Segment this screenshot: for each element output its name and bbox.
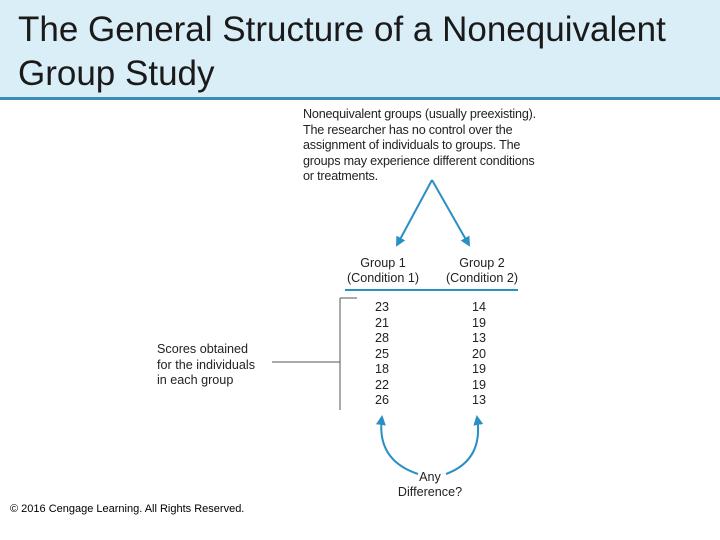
score: 19 (471, 315, 486, 330)
group-1-label: Group 1 (Condition 1) (346, 256, 420, 285)
any-difference-label: Any Difference? (397, 470, 463, 499)
scores-label: Scores obtained for the individuals in each group (157, 342, 256, 387)
nonequivalent-groups-note: Nonequivalent groups (usually preexisting). The researcher has no control over the assignment of individuals to groups. The groups may experience different conditions or treatments. (303, 107, 536, 183)
arrow-to-group-1 (397, 180, 432, 245)
score: 28 (374, 331, 389, 345)
group-2-scores (459, 300, 499, 409)
score: 25 (374, 346, 389, 361)
score: 20 (471, 346, 486, 361)
score: 13 (471, 331, 486, 345)
score: 21 (374, 315, 389, 330)
difference-arrow-left (381, 417, 418, 474)
copyright-notice: © 2016 Cengage Learning. All Rights Reserved. (10, 503, 245, 515)
score: 13 (471, 393, 486, 407)
score: 19 (471, 377, 486, 392)
score: 14 (471, 300, 486, 314)
score: 26 (374, 393, 389, 407)
score: 19 (471, 362, 486, 376)
score: 23 (374, 300, 389, 314)
difference-arrow-right (446, 417, 478, 474)
group-1-scores (362, 300, 402, 409)
arrow-to-group-2 (432, 180, 469, 245)
slide-title: The General Structure of a Nonequivalent Group Study (18, 10, 666, 93)
group-2-label: Group 2 (Condition 2) (445, 256, 519, 285)
score: 18 (374, 362, 389, 376)
score: 22 (374, 377, 389, 392)
